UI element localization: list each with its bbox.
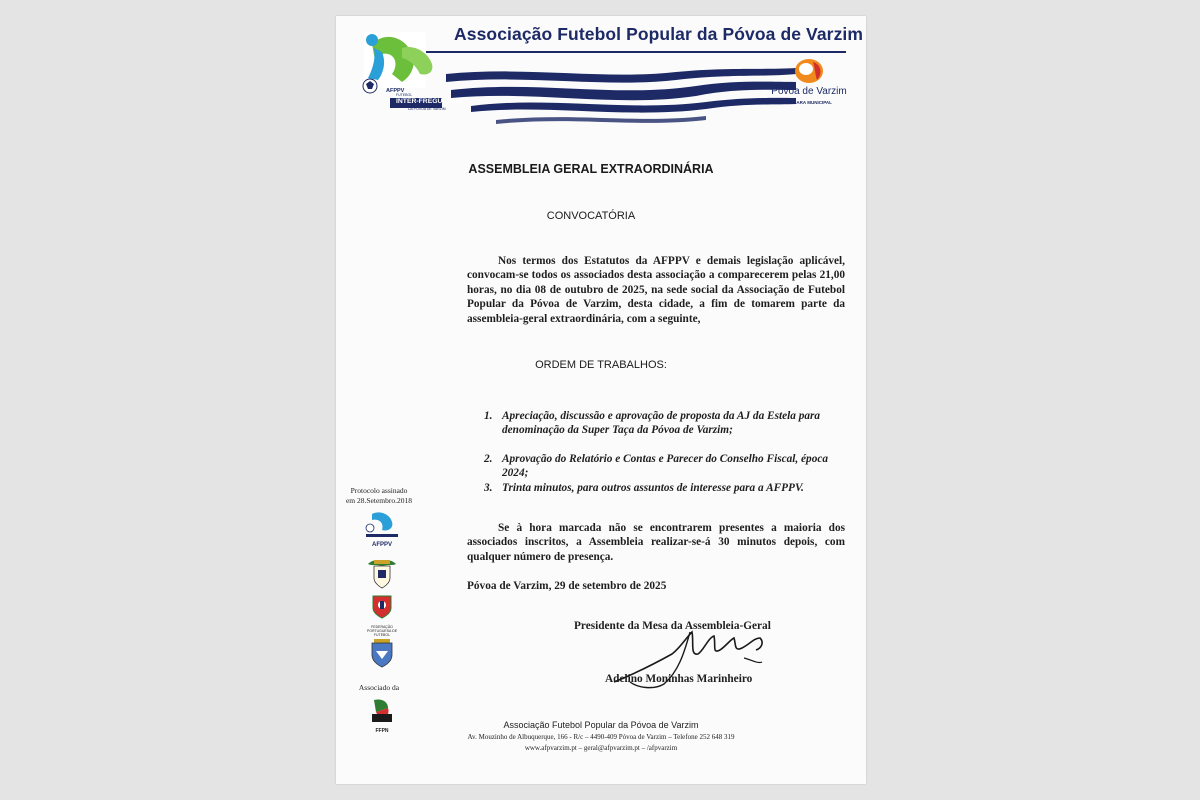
fpf-logo-label: FEDERAÇÃO PORTUGUESA DE FUTEBOL <box>366 625 398 637</box>
parish-shield-icon <box>362 637 402 669</box>
agenda-title: ORDEM DE TRABALHOS: <box>535 359 667 371</box>
afppv-logo-subline: DA PÓVOA DE VARZIM <box>408 107 446 111</box>
footer-org-name: Associação Futebol Popular da Póvoa de Varzim <box>503 720 699 730</box>
municipal-coat-of-arms <box>362 554 402 595</box>
document-page <box>336 16 866 784</box>
document-subtitle: CONVOCATÓRIA <box>546 210 636 222</box>
sidebar-afppv-logo <box>362 510 402 547</box>
fpf-logo <box>362 594 402 637</box>
afppv-player-icon <box>358 26 450 126</box>
document-title: ASSEMBLEIA GERAL EXTRAORDINÁRIA <box>468 162 714 176</box>
footer-address: Av. Mouzinho de Albuquerque, 166 - R/c – 4490-409 Póvoa de Varzim – Telefone 252 648 319 <box>467 733 735 741</box>
agenda-item-text: Trinta minutos, para outros assuntos de interesse para a AFPPV. <box>502 482 804 494</box>
agenda-item <box>484 409 846 438</box>
date-line: Póvoa de Varzim, 29 de setembro de 2025 <box>467 580 667 592</box>
closing-paragraph <box>467 521 845 564</box>
associated-label: Associado da <box>358 683 400 692</box>
signatory-name: Adelino Moninhas Marinheiro <box>605 673 753 685</box>
agenda-item <box>484 481 846 495</box>
povoa-de-varzim-logo <box>769 56 849 116</box>
povoa-emblem-icon <box>793 56 825 86</box>
signatory-title: Presidente da Mesa da Assembleia-Geral <box>574 620 771 632</box>
agenda-item <box>484 452 846 481</box>
closing-text: Se à hora marcada não se encontrarem presentes a maioria dos associados inscritos, a Assembleia realizar-se-á 30 minutos depois, com qualquer número de presença. <box>467 522 845 563</box>
intro-text: Nos termos dos Estatutos da AFPPV e demais legislação aplicável, convocam-se todos os associados desta associação a comparecerem pelas 21,00 horas, no dia 08 de outubro de 2025, na sede social da Associação de Futebol Popular da Póvoa de Varzim, desta cidade, a fim de tomarem parte da assembleia-geral extraordinária, com a seguinte, <box>467 255 845 325</box>
fpf-shield-icon <box>362 594 402 620</box>
povoa-logo-name: Póvoa de Varzim <box>771 86 847 97</box>
afppv-small-logo-icon <box>362 510 402 538</box>
protocol-note <box>344 486 414 505</box>
parish-coat-of-arms <box>362 637 402 674</box>
protocol-line-1: Protocolo assinado <box>350 486 408 495</box>
povoa-logo-subtitle: CÂMARA MUNICIPAL <box>786 100 832 105</box>
afppv-logo-inter-freguesias: INTER-FREGUESIAS <box>396 98 463 105</box>
protocol-line-2: em 28.Setembro.2018 <box>345 495 413 505</box>
intro-paragraph <box>467 254 845 326</box>
agenda-item-number: 2. <box>484 453 493 465</box>
agenda-item-number: 1. <box>484 410 493 422</box>
agenda-item-text: Aprovação do Relatório e Contas e Parecer do Conselho Fiscal, época 2024; <box>502 453 829 480</box>
afppv-logo-acronym: AFPPV <box>386 88 405 94</box>
agenda-item-text: Apreciação, discussão e aprovação de proposta da AJ da Estela para denominação da Super Taça da Póvoa de Varzim; <box>502 410 821 437</box>
agenda-item-number: 3. <box>484 482 493 494</box>
coat-of-arms-icon <box>362 554 402 590</box>
afppv-logo-futebol: FUTEBOL <box>396 93 413 97</box>
afppv-logo <box>358 26 463 126</box>
ffpn-logo-label: FFPN <box>375 728 389 734</box>
sidebar-afppv-logo-label: AFPPV <box>371 542 392 548</box>
header-org-title: Associação Futebol Popular da Póvoa de Varzim <box>454 24 864 44</box>
footer-contacts: www.afpvarzim.pt – geral@afpvarzim.pt – /afpvarzim <box>524 744 678 752</box>
